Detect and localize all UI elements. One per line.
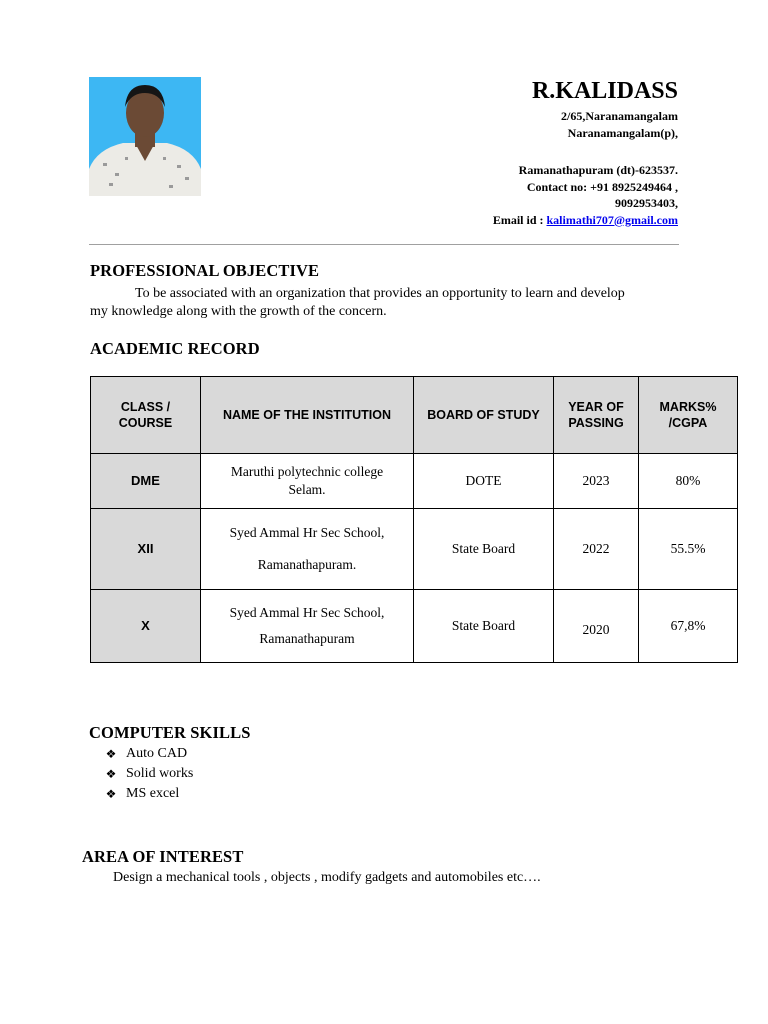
table-header-row	[91, 377, 738, 454]
institution-cell	[201, 590, 414, 663]
institution-line-1: Maruthi polytechnic college	[230, 464, 384, 479]
year-cell: 2023	[554, 454, 639, 509]
marks-cell: 80%	[639, 454, 738, 509]
academic-heading: ACADEMIC RECORD	[90, 339, 260, 358]
interest-heading: AREA OF INTEREST	[82, 847, 244, 866]
col-marks: MARKS% /CGPA	[639, 377, 738, 454]
email-line	[358, 212, 678, 229]
diamond-bullet-icon: ❖	[105, 747, 117, 761]
objective-heading: PROFESSIONAL OBJECTIVE	[90, 261, 320, 280]
academic-table	[90, 376, 738, 663]
list-item	[104, 764, 193, 784]
skill-label: Auto CAD	[126, 746, 188, 761]
board-cell: DOTE	[414, 454, 554, 509]
table-row	[91, 590, 738, 663]
profile-photo	[89, 77, 201, 196]
marks-cell: 55.5%	[639, 509, 738, 590]
contact-block	[358, 108, 678, 228]
skills-list	[104, 744, 193, 804]
institution-line-2: Ramanathapuram	[259, 631, 355, 646]
board-cell: State Board	[414, 509, 554, 590]
institution-cell	[201, 454, 414, 509]
contact-number-1: Contact no: +91 8925249464 ,	[526, 179, 678, 194]
list-item	[104, 784, 193, 804]
col-year: YEAR OF PASSING	[554, 377, 639, 454]
objective-line-1: To be associated with an organization that provides an opportunity to learn and develop	[135, 286, 625, 301]
contact-number-2: 9092953403,	[615, 196, 678, 210]
table-row	[91, 509, 738, 590]
objective-text	[90, 285, 710, 321]
email-label: Email id :	[492, 212, 547, 227]
header-divider	[89, 244, 679, 245]
institution-line-2: Selam.	[288, 482, 326, 497]
class-cell: X	[91, 590, 201, 663]
address-spacer	[358, 141, 678, 162]
col-institution: NAME OF THE INSTITUTION	[201, 377, 414, 454]
year-cell: 2020	[554, 590, 639, 663]
skill-label: Solid works	[126, 766, 194, 781]
address-line-1: 2/65,Naranamangalam	[561, 109, 678, 123]
objective-line-2: my knowledge along with the growth of the concern.	[90, 304, 387, 319]
table-row	[91, 454, 738, 509]
candidate-name: R.KALIDASS	[531, 78, 678, 104]
col-board: BOARD OF STUDY	[414, 377, 554, 454]
profile-photo-image	[89, 77, 201, 196]
institution-cell	[201, 509, 414, 590]
address-line-3: Ramanathapuram (dt)-623537.	[518, 163, 678, 177]
class-cell: DME	[91, 454, 201, 509]
diamond-bullet-icon: ❖	[105, 767, 117, 781]
board-cell: State Board	[414, 590, 554, 663]
skill-label: MS excel	[126, 786, 180, 801]
institution-line-1: Syed Ammal Hr Sec School,	[229, 605, 385, 620]
skills-heading: COMPUTER SKILLS	[89, 723, 251, 742]
institution-line-2: Ramanathapuram.	[257, 557, 357, 572]
col-class-course: CLASS / COURSE	[91, 377, 201, 454]
marks-cell: 67,8%	[639, 590, 738, 663]
interest-text: Design a mechanical tools , objects , modify gadgets and automobiles etc….	[113, 870, 541, 885]
institution-line-1: Syed Ammal Hr Sec School,	[229, 525, 385, 540]
year-cell: 2022	[554, 509, 639, 590]
email-link[interactable]: kalimathi707@gmail.com	[546, 212, 678, 227]
address-line-2: Naranamangalam(p),	[567, 125, 678, 140]
class-cell: XII	[91, 509, 201, 590]
diamond-bullet-icon: ❖	[105, 787, 117, 801]
list-item	[104, 744, 193, 764]
